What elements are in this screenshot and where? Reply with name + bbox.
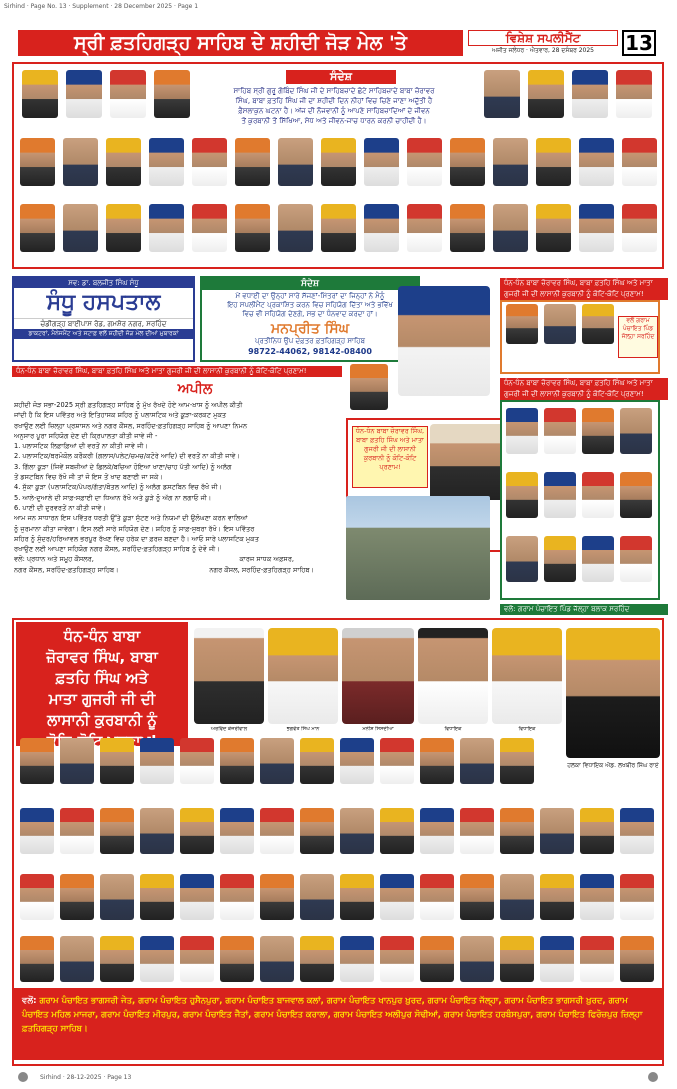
appeal-signer: ਕਾਰਜ ਸਾਧਕ ਅਫ਼ਸਰ, bbox=[239, 555, 294, 564]
portrait bbox=[620, 536, 652, 582]
portrait bbox=[407, 204, 442, 252]
portrait bbox=[180, 936, 214, 982]
portrait bbox=[235, 204, 270, 252]
page-banner: ਸ੍ਰੀ ਫ਼ਤਹਿਗੜ੍ਹ ਸਾਹਿਬ ਦੇ ਸ਼ਹੀਦੀ ਜੋੜ ਮੇਲ 'ਤੇ bbox=[18, 30, 463, 56]
page-number: 13 bbox=[622, 30, 656, 56]
promo-line: ਲਾਸਾਨੀ ਕੁਰਬਾਨੀ ਨੂੰ bbox=[47, 711, 157, 729]
portrait bbox=[460, 738, 494, 784]
portrait bbox=[620, 874, 654, 920]
portrait bbox=[220, 808, 254, 854]
portrait bbox=[220, 936, 254, 982]
manpreet-line: ਮੇਂ ਵਧਾਈ ਦਾ ਉਨ੍ਹਾਂ ਸਾਰੇ ਸੱਜਣਾਂ-ਮਿੱਤਰਾਂ ਦਾ ਜਿਨ੍ਹਾਂ ਨੇ ਮੈਨੂੰ bbox=[235, 292, 385, 300]
portrait bbox=[220, 874, 254, 920]
portrait bbox=[340, 738, 374, 784]
appeal-body bbox=[14, 400, 334, 575]
leader-photo bbox=[418, 628, 488, 724]
portrait bbox=[540, 808, 574, 854]
portrait bbox=[180, 874, 214, 920]
portrait bbox=[380, 874, 414, 920]
hospital-ad bbox=[12, 276, 195, 362]
portrait bbox=[60, 738, 94, 784]
promo-line: ਫ਼ਤਹਿ ਸਿੰਘ ਅਤੇ bbox=[55, 669, 149, 687]
portrait bbox=[493, 204, 528, 252]
portrait bbox=[20, 808, 54, 854]
appeal-signer: ਨਗਰ ਕੌਂਸਲ, ਸਰਹਿੰਦ-ਫ਼ਤਹਿਗੜ੍ਹ ਸਾਹਿਬ। bbox=[209, 565, 314, 574]
print-footer: Sirhind · 28-12-2025 · Page 13 bbox=[40, 1074, 132, 1081]
appeal-line: 2. ਪਲਾਸਟਿਕ/ਥਰਮੋਕੋਲ ਕਰੌਕਰੀ (ਗਲਾਸ/ਪਲੇਟ/ਚਮਚ/ਕਟੋਰੇ ਆਦਿ) ਦੀ ਵਰਤੋਂ ਨਾ ਕੀਤੀ ਜਾਵੇ। bbox=[14, 452, 240, 461]
portrait bbox=[22, 70, 58, 118]
portrait bbox=[180, 808, 214, 854]
portrait bbox=[420, 936, 454, 982]
appeal-signer: ਵਲੋਂ: ਪ੍ਰਧਾਨ ਅਤੇ ਸਮੂਹ ਕੌਂਸਲਰ, bbox=[14, 555, 94, 564]
portrait bbox=[582, 304, 614, 344]
raghvir-tribute-box bbox=[352, 426, 428, 488]
leader-photo bbox=[268, 628, 338, 724]
portrait bbox=[235, 138, 270, 186]
footer-list bbox=[14, 988, 662, 1060]
portrait bbox=[20, 138, 55, 186]
portrait bbox=[20, 204, 55, 252]
appeal-line: ਰਖਾਉਣ ਲਈ ਆਪਣਾ ਸਹਿਯੋਗ ਨਗਰ ਕੌਂਸਲ, ਸਰਹਿੰਦ-ਫ਼ਤਹਿਗੜ੍ਹ ਸਾਹਿਬ ਨੂੰ ਦੇਵੋ ਜੀ। bbox=[14, 545, 220, 554]
leader-caption: ਮਨੀਸ਼ ਸਿਸੋਦੀਆ bbox=[362, 726, 394, 732]
supplement-title: ਵਿਸ਼ੇਸ਼ ਸਪਲੀਮੈਂਟ bbox=[468, 30, 618, 46]
manpreet-name: ਮਨਪ੍ਰੀਤ ਸਿੰਘ bbox=[271, 321, 349, 337]
appeal-line: ਤੋਂ ਡਸਟਬਿਨ ਵਿਚ ਰੱਖੋ ਜੀ ਤਾਂ ਜੋ ਇਸ ਤੋਂ ਖਾਦ ਬਣਾਈ ਜਾ ਸਕੇ। bbox=[14, 473, 163, 482]
appeal-title: ਅਪੀਲ bbox=[177, 381, 213, 397]
sandesh-line: ਤੋਂ ਕੁਰਬਾਨੀ ਤੋਂ ਸਿੱਖਿਆ, ਸੇਧ ਅਤੇ ਜੀਵਨ-ਜਾਚ ਧਾਰਨ ਕਰਨੀ ਚਾਹੀਦੀ ਹੈ। bbox=[241, 117, 427, 125]
portrait bbox=[340, 874, 374, 920]
manpreet-line: ਵਿਚ ਵੀ ਸਹਿਯੋਗ ਦੇਣਗੇ, ਸਭ ਦਾ ਧੰਨਵਾਦ ਕਰਦਾ ਹਾਂ। bbox=[242, 310, 378, 318]
portrait bbox=[380, 808, 414, 854]
raghvir-box-line: ਗੁਜਰੀ ਜੀ ਦੀ ਲਾਸਾਨੀ bbox=[364, 445, 416, 453]
portrait bbox=[106, 138, 141, 186]
portrait bbox=[420, 874, 454, 920]
portrait bbox=[220, 738, 254, 784]
portrait bbox=[544, 472, 576, 518]
supplement-date: ਐਤਵਾਰ, 28 ਦਸੰਬਰ 2025 bbox=[529, 47, 594, 54]
tribute-bar-right-bottom: ਵਲੋਂ: ਗਰਾਮ ਪੰਚਾਇਤ ਪਿੰਡ ਜੱਲ੍ਹਾ ਬਲਾਕ ਸਰਹਿੰਦ bbox=[500, 604, 668, 615]
portrait bbox=[506, 536, 538, 582]
portrait bbox=[407, 138, 442, 186]
portrait bbox=[536, 204, 571, 252]
portrait bbox=[572, 70, 608, 118]
tribute-bar-right-top: ਧੰਨ-ਧੰਨ ਬਾਬਾ ਜ਼ੋਰਾਵਰ ਸਿੰਘ, ਬਾਬਾ ਫ਼ਤਹਿ ਸਿੰਘ ਅਤੇ ਮਾਤਾ ਗੁਜਰੀ ਜੀ ਦੀ ਲਾਸਾਨੀ ਕੁਰਬਾਨੀ ਨੂੰ ਕੋਟਿ-ਕੋਟਿ ਪ੍ਰਣਾਮ! bbox=[500, 278, 668, 300]
portrait bbox=[460, 808, 494, 854]
portrait bbox=[622, 204, 657, 252]
sandesh-line: ਫ਼ੈਸਲਾਕੁਨ ਘਟਨਾ ਹੈ। ਅੱਜ ਦੀ ਨੌਜਵਾਨੀ ਨੂੰ ਆਪਣੇ ਸਾਹਿਬਜ਼ਾਦਿਆਂ ਦੇ ਜੀਵਨ bbox=[238, 107, 430, 115]
portrait bbox=[149, 138, 184, 186]
portrait bbox=[460, 936, 494, 982]
portrait bbox=[380, 936, 414, 982]
promo-line: ਧੰਨ-ਧੰਨ ਬਾਬਾ bbox=[63, 627, 141, 645]
portrait bbox=[500, 738, 534, 784]
portrait bbox=[20, 874, 54, 920]
portrait bbox=[140, 808, 174, 854]
registration-mark bbox=[18, 1072, 28, 1082]
leader-caption: ਵਿਧਾਇਕ bbox=[518, 726, 536, 732]
portrait bbox=[180, 738, 214, 784]
sandesh-text bbox=[196, 86, 472, 126]
hospital-footer: ਡਾਕਟਰਾਂ, ਮੈਨੇਜਮੈਂਟ ਅਤੇ ਸਟਾਫ਼ ਵਲੋਂ ਸ਼ਹੀਦੀ ਜੋੜ ਮੇਲ ਦੀਆਂ ਮੁਬਾਰਕਾਂ bbox=[14, 329, 193, 339]
appeal-signer: ਨਗਰ ਕੌਂਸਲ, ਸਰਹਿੰਦ-ਫ਼ਤਹਿਗੜ੍ਹ ਸਾਹਿਬ। bbox=[14, 565, 119, 574]
appeal-signers-row1 bbox=[14, 554, 334, 564]
portrait bbox=[450, 204, 485, 252]
registration-mark bbox=[648, 1072, 658, 1082]
raghvir-box-line: ਧੰਨ-ਧੰਨ ਬਾਬਾ ਜ਼ੋਰਾਵਰ ਸਿੰਘ, bbox=[355, 427, 425, 435]
portrait bbox=[460, 874, 494, 920]
leader-caption: ਵਿਧਾਇਕ bbox=[444, 726, 462, 732]
footer-text: ਗਰਾਮ ਪੰਚਾਇਤ ਭਾਗਸਰੀ ਜੇਤ, ਗਰਾਮ ਪੰਚਾਇਤ ਹੁਸੈਨਪੁਰਾ, ਗਰਾਮ ਪੰਚਾਇਤ ਬਾਜਵਾਲ ਕਲਾਂ, ਗਰਾਮ ਪੰਚਾਇਤ ਖਾਨਪੁਰ ਖ਼ੁਰਦ, ਗਰਾਮ ਪੰਚਾਇਤ ਜੱਲ੍ਹਾ, ਗਰਾਮ ਪੰਚਾਇਤ ਭਾਗਸਰੀ ਖ਼ੁਰਦ, ਗਰਾਮ ਪੰਚਾਇਤ ਮਹਿਲ ਮਾਜਰਾ, ਗਰਾਮ ਪੰਚਾਇਤ ਮੀਰਪੁਰ, ਗਰਾਮ ਪੰਚਾਇਤ ਜੈਤਾਂ, ਗਰਾਮ ਪੰਚਾਇਤ ਕਰਾਲਾ, ਗਰਾਮ ਪੰਚਾਇਤ ਅਲੀਪੁਰ ਸੋਢੀਆਂ, ਗਰਾਮ ਪੰਚਾਇਤ ਹਰਬੰਸਪੁਰਾ, ਗਰਾਮ ਪੰਚਾਇਤ ਫਿਰੋਜ਼ਪੁਰ ਜ਼ਿਲ੍ਹਾ ਫ਼ਤਹਿਗੜ੍ਹ ਸਾਹਿਬ। bbox=[22, 996, 643, 1034]
portrait bbox=[536, 138, 571, 186]
portrait bbox=[544, 304, 576, 344]
manpreet-text bbox=[202, 290, 418, 321]
footer-from: ਵਲੋਂ: bbox=[22, 996, 37, 1006]
appeal-line: ਸ਼ਹੀਦੀ ਜੋੜ ਸਭਾ-2025 ਸ੍ਰੀ ਫ਼ਤਹਿਗੜ੍ਹ ਸਾਹਿਬ ਨੂੰ ਮੁੱਖ ਰੱਖਦੇ ਹੋਏ ਆਮ-ਖ਼ਾਸ ਨੂੰ ਅਪੀਲ ਕੀਤੀ bbox=[14, 401, 243, 409]
portrait bbox=[506, 408, 538, 454]
portrait bbox=[493, 138, 528, 186]
leader-caption: ਅਰਵਿੰਦ ਕੇਜਰੀਵਾਲ bbox=[210, 726, 248, 732]
leader-photo bbox=[342, 628, 414, 724]
portrait bbox=[620, 472, 652, 518]
sandesh-line: ਸਾਹਿਬ ਸ੍ਰੀ ਗੁਰੂ ਗੋਬਿੰਦ ਸਿੰਘ ਜੀ ਦੇ ਸਾਹਿਬਜ਼ਾਦੇ ਛੋਟੇ ਸਾਹਿਬਜ਼ਾਦੇ ਬਾਬਾ ਜ਼ੋਰਾਵਰ bbox=[233, 87, 435, 95]
manpreet-message bbox=[200, 276, 420, 362]
print-header: Sirhind · Page No. 13 · Supplement · 28 December 2025 · Page 1 bbox=[4, 3, 199, 10]
portrait bbox=[420, 808, 454, 854]
portrait bbox=[192, 138, 227, 186]
portrait bbox=[620, 408, 652, 454]
portrait bbox=[66, 70, 102, 118]
sandesh-line: ਸਿੰਘ, ਬਾਬਾ ਫ਼ਤਹਿ ਸਿੰਘ ਜੀ ਦਾ ਸ਼ਹੀਦੀ ਦਿਨ ਨੀਹਾਂ ਵਿਚ ਚਿਣੇ ਜਾਣਾ ਅਦੁੱਤੀ ਹੈ bbox=[235, 97, 433, 105]
portrait bbox=[260, 874, 294, 920]
portrait bbox=[506, 472, 538, 518]
portrait bbox=[582, 408, 614, 454]
appeal-line: ਅਨੁਸਾਰ ਪੂਰਾ ਸਹਿਯੋਗ ਦੇਣ ਦੀ ਕ੍ਰਿਪਾਲਤਾ ਕੀਤੀ ਜਾਵੇ ਜੀ - bbox=[14, 431, 158, 440]
portrait bbox=[300, 936, 334, 982]
portrait bbox=[192, 204, 227, 252]
portrait bbox=[100, 874, 134, 920]
building-photo bbox=[346, 496, 490, 600]
portrait bbox=[484, 70, 520, 118]
portrait bbox=[364, 204, 399, 252]
portrait bbox=[506, 304, 538, 344]
portrait bbox=[500, 936, 534, 982]
appeal-line: ਨੂੰ ਜੁਰਮਾਨਾ ਕੀਤਾ ਜਾਵੇਗਾ। ਇਸ ਲਈ ਸਾਰੇ ਸਹਿਯੋਗ ਦੇਣ। ਸ਼ਹਿਰ ਨੂੰ ਸਾਫ਼-ਸੁਥਰਾ ਰੱਖੋ। ਇਸ ਪਵਿੱਤਰ bbox=[14, 524, 255, 533]
portrait bbox=[154, 70, 190, 118]
leader-photo bbox=[566, 628, 660, 758]
portrait bbox=[321, 204, 356, 252]
portrait bbox=[540, 874, 574, 920]
appeal-line: 3. ਗਿੱਲਾ ਕੂੜਾ (ਜਿਵੇਂ ਸਬਜ਼ੀਆਂ ਦੇ ਛਿਲਕੇ/ਬਚਿਆ ਹੋਇਆ ਖਾਣਾ/ਚਾਹ ਪੱਤੀ ਆਦਿ) ਨੂੰ ਅਲੱਗ bbox=[14, 462, 232, 471]
portrait bbox=[140, 738, 174, 784]
portrait bbox=[544, 536, 576, 582]
right-small-box: ਵਲੋਂ ਗਰਾਮ ਪੰਚਾਇਤ ਪਿੰਡ ਜੱਲ੍ਹਾ ਸਰਹਿੰਦ bbox=[618, 316, 658, 358]
hospital-address: ਚੰਡੀਗੜ੍ਹ ਬਾਈਪਾਸ ਰੋਡ, ਗਮਸ਼ੋਰ ਨਗਰ, ਸਰਹਿੰਦ bbox=[40, 320, 167, 328]
portrait bbox=[622, 138, 657, 186]
hospital-name: ਸੰਧੂ ਹਸਪਤਾਲ bbox=[14, 288, 193, 319]
portrait bbox=[420, 738, 454, 784]
portrait bbox=[500, 874, 534, 920]
tribute-bar-right-mid: ਧੰਨ-ਧੰਨ ਬਾਬਾ ਜ਼ੋਰਾਵਰ ਸਿੰਘ, ਬਾਬਾ ਫ਼ਤਹਿ ਸਿੰਘ ਅਤੇ ਮਾਤਾ ਗੁਜਰੀ ਜੀ ਦੀ ਲਾਸਾਨੀ ਕੁਰਬਾਨੀ ਨੂੰ ਕੋਟਿ-ਕੋਟਿ ਪ੍ਰਣਾਮ! bbox=[500, 378, 668, 400]
portrait bbox=[580, 936, 614, 982]
portrait bbox=[300, 808, 334, 854]
leader-caption: ਭਗਵੰਤ ਸਿੰਘ ਮਾਨ bbox=[286, 726, 320, 732]
manpreet-phones: 98722-44062, 98142-08400 bbox=[248, 347, 372, 356]
portrait bbox=[60, 936, 94, 982]
portrait bbox=[528, 70, 564, 118]
portrait bbox=[350, 364, 388, 410]
portrait bbox=[140, 874, 174, 920]
portrait bbox=[278, 204, 313, 252]
portrait bbox=[579, 138, 614, 186]
appeal-line: 5. ਆਲੇ-ਦੁਆਲੇ ਦੀ ਸਾਫ਼-ਸਫ਼ਾਈ ਦਾ ਧਿਆਨ ਰੱਖੋ ਅਤੇ ਕੂੜੇ ਨੂੰ ਅੱਗ ਨਾ ਲਗਾਓ ਜੀ। bbox=[14, 493, 212, 502]
appeal-line: 1. ਪਲਾਸਟਿਕ ਲਿਫ਼ਾਫ਼ਿਆਂ ਦੀ ਵਰਤੋਂ ਨਾ ਕੀਤੀ ਜਾਵੇ ਜੀ। bbox=[14, 442, 148, 451]
appeal-signers-row2 bbox=[14, 565, 334, 575]
manpreet-photo bbox=[398, 286, 490, 396]
appeal-line: 4. ਸੁੱਕਾ ਕੂੜਾ (ਪਲਾਸਟਿਕ/ਪੇਪਰ/ਗੱਤਾ/ਬੋਤਲ ਆਦਿ) ਨੂੰ ਅਲੱਗ ਡਸਟਬਿਨ ਵਿਚ ਰੱਖੋ ਜੀ। bbox=[14, 483, 223, 492]
leader-photo bbox=[492, 628, 562, 724]
portrait bbox=[580, 808, 614, 854]
promo-line: ਮਾਤਾ ਗੁਜਰੀ ਜੀ ਦੀ bbox=[48, 690, 156, 708]
leader-photo bbox=[194, 628, 264, 724]
supplement-meta: ਅਜੀਤ ਜਲੰਧਰ · ਐਤਵਾਰ, 28 ਦਸੰਬਰ 2025 bbox=[492, 47, 594, 54]
appeal-line: ਰਖਾਉਣ ਲਈ ਜ਼ਿਲ੍ਹਾ ਪ੍ਰਸ਼ਾਸਨ ਅਤੇ ਨਗਰ ਕੌਂਸਲ, ਸਰਹਿੰਦ-ਫ਼ਤਹਿਗੜ੍ਹ ਸਾਹਿਬ ਨੂੰ ਆਪਣਾ ਨਿਮਨ bbox=[14, 421, 248, 430]
raghvir-box-line: ਬਾਬਾ ਫ਼ਤਹਿ ਸਿੰਘ ਅਤੇ ਮਾਤਾ bbox=[356, 436, 424, 444]
supplement-edition: ਅਜੀਤ ਜਲੰਧਰ bbox=[492, 47, 525, 54]
portrait bbox=[616, 70, 652, 118]
portrait bbox=[100, 936, 134, 982]
portrait bbox=[140, 936, 174, 982]
appeal-line: ਸ਼ਹਿਰ ਨੂੰ ਸੁੰਦਰ/ਹਰਿਆਵਲ ਭਰਪੂਰ ਰੱਖਣ ਵਿਚ ਹਰੇਕ ਦਾ ਫ਼ਰਜ਼ ਬਣਦਾ ਹੈ। ਆਓ ਸਾਰੇ ਪਲਾਸਟਿਕ ਮੁਕਤ bbox=[14, 534, 259, 543]
portrait bbox=[278, 138, 313, 186]
portrait bbox=[540, 936, 574, 982]
portrait bbox=[100, 808, 134, 854]
portrait bbox=[149, 204, 184, 252]
portrait bbox=[63, 204, 98, 252]
portrait bbox=[620, 936, 654, 982]
portrait bbox=[110, 70, 146, 118]
portrait bbox=[20, 936, 54, 982]
portrait bbox=[544, 408, 576, 454]
portrait bbox=[63, 138, 98, 186]
portrait bbox=[106, 204, 141, 252]
sandesh-title: ਸੰਦੇਸ਼ bbox=[286, 70, 396, 84]
manpreet-title: ਪ੍ਰਤੀਨਿਧ ਉਪ ਦਫ਼ਤਰ ਫ਼ਤਹਿਗੜ੍ਹ ਸਾਹਿਬ bbox=[255, 337, 365, 345]
portrait bbox=[580, 874, 614, 920]
appeal-line: ਜਾਂਦੀ ਹੈ ਕਿ ਇਸ ਪਵਿੱਤਰ ਅਤੇ ਇਤਿਹਾਸਕ ਸ਼ਹਿਰ ਨੂੰ ਪਲਾਸਟਿਕ ਅਤੇ ਕੂੜਾ-ਕਰਕਟ ਮੁਕਤ bbox=[14, 411, 227, 420]
hospital-top-line: ਸਵ: ਡਾ. ਬਲਜੀਤ ਸਿੰਘ ਸੰਧੂ bbox=[14, 278, 193, 288]
portrait bbox=[582, 472, 614, 518]
portrait bbox=[579, 204, 614, 252]
portrait bbox=[60, 808, 94, 854]
promo-text bbox=[14, 626, 190, 746]
promo-line: ਜ਼ੋਰਾਵਰ ਸਿੰਘ, ਬਾਬਾ bbox=[46, 648, 158, 666]
portrait bbox=[300, 738, 334, 784]
leader-caption: ਹਲਕਾ ਵਿਧਾਇਕ ਐਡ. ਲਖਬੀਰ ਸਿੰਘ ਰਾਏ bbox=[567, 762, 659, 769]
portrait bbox=[620, 808, 654, 854]
portrait bbox=[340, 936, 374, 982]
portrait bbox=[321, 138, 356, 186]
portrait bbox=[364, 138, 399, 186]
appeal-line: 6. ਪਾਣੀ ਦੀ ਦੁਰਵਰਤੋਂ ਨਾ ਕੀਤੀ ਜਾਵੇ। bbox=[14, 503, 106, 512]
portrait bbox=[582, 536, 614, 582]
portrait bbox=[340, 808, 374, 854]
portrait bbox=[500, 808, 534, 854]
portrait bbox=[450, 138, 485, 186]
appeal-line: ਆਮ ਜਨ ਸਾਧਾਰਨ ਇਸ ਪਵਿੱਤਰ ਧਰਤੀ ਉੱਤੇ ਕੂੜਾ ਸੁੱਟਣ ਅਤੇ ਨਿਯਮਾਂ ਦੀ ਉਲੰਘਣਾ ਕਰਨ ਵਾਲਿਆਂ bbox=[14, 514, 248, 523]
portrait bbox=[260, 738, 294, 784]
portrait bbox=[100, 738, 134, 784]
manpreet-heading: ਸੰਦੇਸ਼ bbox=[202, 278, 418, 290]
portrait bbox=[60, 874, 94, 920]
portrait bbox=[300, 874, 334, 920]
raghvir-box-line: ਕੁਰਬਾਨੀ ਨੂੰ ਕੋਟਿ-ਕੋਟਿ ਪ੍ਰਣਾਮ! bbox=[363, 454, 417, 471]
supplement-label bbox=[468, 30, 618, 56]
tribute-bar-left: ਧੰਨ-ਧੰਨ ਬਾਬਾ ਜ਼ੋਰਾਵਰ ਸਿੰਘ, ਬਾਬਾ ਫ਼ਤਹਿ ਸਿੰਘ ਅਤੇ ਮਾਤਾ ਗੁਜਰੀ ਜੀ ਦੀ ਲਾਸਾਨੀ ਕੁਰਬਾਨੀ ਨੂੰ ਕੋਟਿ-ਕੋਟਿ ਪ੍ਰਣਾਮ! bbox=[12, 366, 342, 377]
portrait bbox=[380, 738, 414, 784]
portrait bbox=[260, 936, 294, 982]
manpreet-line: ਇਹ ਸਪਲੀਮੈਂਟ ਪ੍ਰਕਾਸ਼ਿਤ ਕਰਨ ਵਿਚ ਸਹਿਯੋਗ ਦਿੱਤਾ ਅਤੇ ਭਵਿੱਖ bbox=[227, 301, 393, 309]
portrait bbox=[20, 738, 54, 784]
portrait bbox=[260, 808, 294, 854]
